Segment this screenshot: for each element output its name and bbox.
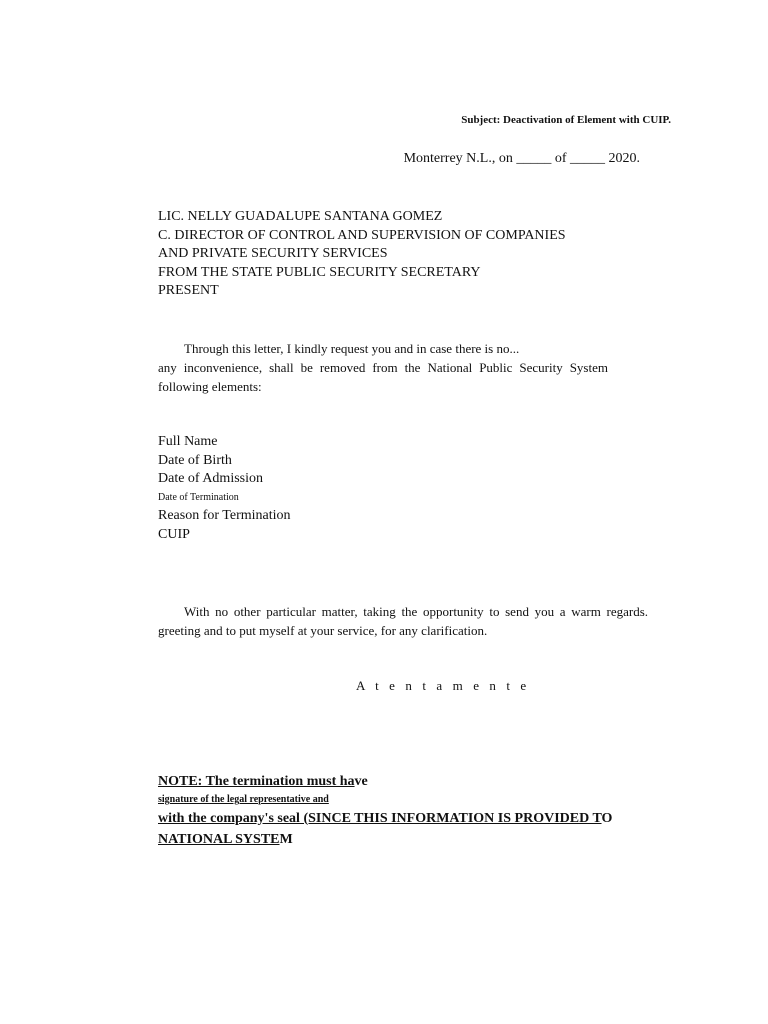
request-line-3: following elements: (158, 379, 262, 394)
field-date-of-admission: Date of Admission (158, 471, 263, 487)
field-date-of-birth: Date of Birth (158, 452, 232, 468)
request-paragraph (158, 339, 608, 396)
note-line-3-underlined: with the company's seal (SINCE THIS INFORMATION IS PROVIDED T (158, 811, 602, 826)
recipient-department: AND PRIVATE SECURITY SERVICES (158, 246, 388, 262)
recipient-present: PRESENT (158, 283, 219, 299)
note-line-1-rest: ve (354, 774, 368, 789)
field-date-of-termination: Date of Termination (158, 491, 239, 503)
closing-line-1: With no other particular matter, taking the opportunity to send you a warm regards. (184, 604, 648, 619)
closing-paragraph (158, 602, 648, 640)
recipient-secretariat: FROM THE STATE PUBLIC SECURITY SECRETARY (158, 264, 481, 280)
recipient-title: C. DIRECTOR OF CONTROL AND SUPERVISION OF COMPANIES (158, 227, 566, 243)
request-line-2: any inconvenience, shall be removed from the National Public Security System (158, 360, 608, 375)
subject-line: Subject: Deactivation of Element with CUIP. (461, 114, 671, 126)
note-line-4-underlined: NATIONAL SYSTE (158, 832, 280, 847)
note-line-4 (158, 829, 612, 850)
note-line-1 (158, 772, 612, 791)
note-line-2: signature of the legal representative and (158, 794, 329, 805)
field-cuip: CUIP (158, 526, 190, 542)
note-line-4-rest: M (279, 832, 293, 847)
closing-line-2: greeting and to put myself at your service, for any clarification. (158, 623, 488, 638)
element-fields-list (158, 433, 291, 545)
field-full-name: Full Name (158, 434, 218, 449)
recipient-name: LIC. NELLY GUADALUPE SANTANA GOMEZ (158, 209, 443, 224)
field-reason-for-termination: Reason for Termination (158, 508, 291, 524)
note-line-3-rest: O (601, 811, 613, 826)
date-line: Monterrey N.L., on _____ of _____ 2020. (403, 151, 640, 166)
note-line-3 (158, 808, 612, 829)
recipient-block (158, 208, 566, 301)
note-line-1-underlined: NOTE: The termination must ha (158, 774, 355, 789)
sign-off: A t e n t a m e n t e (356, 678, 530, 693)
request-line-1: Through this letter, I kindly request you and in case there is no... (184, 341, 520, 356)
note-block (158, 772, 612, 850)
